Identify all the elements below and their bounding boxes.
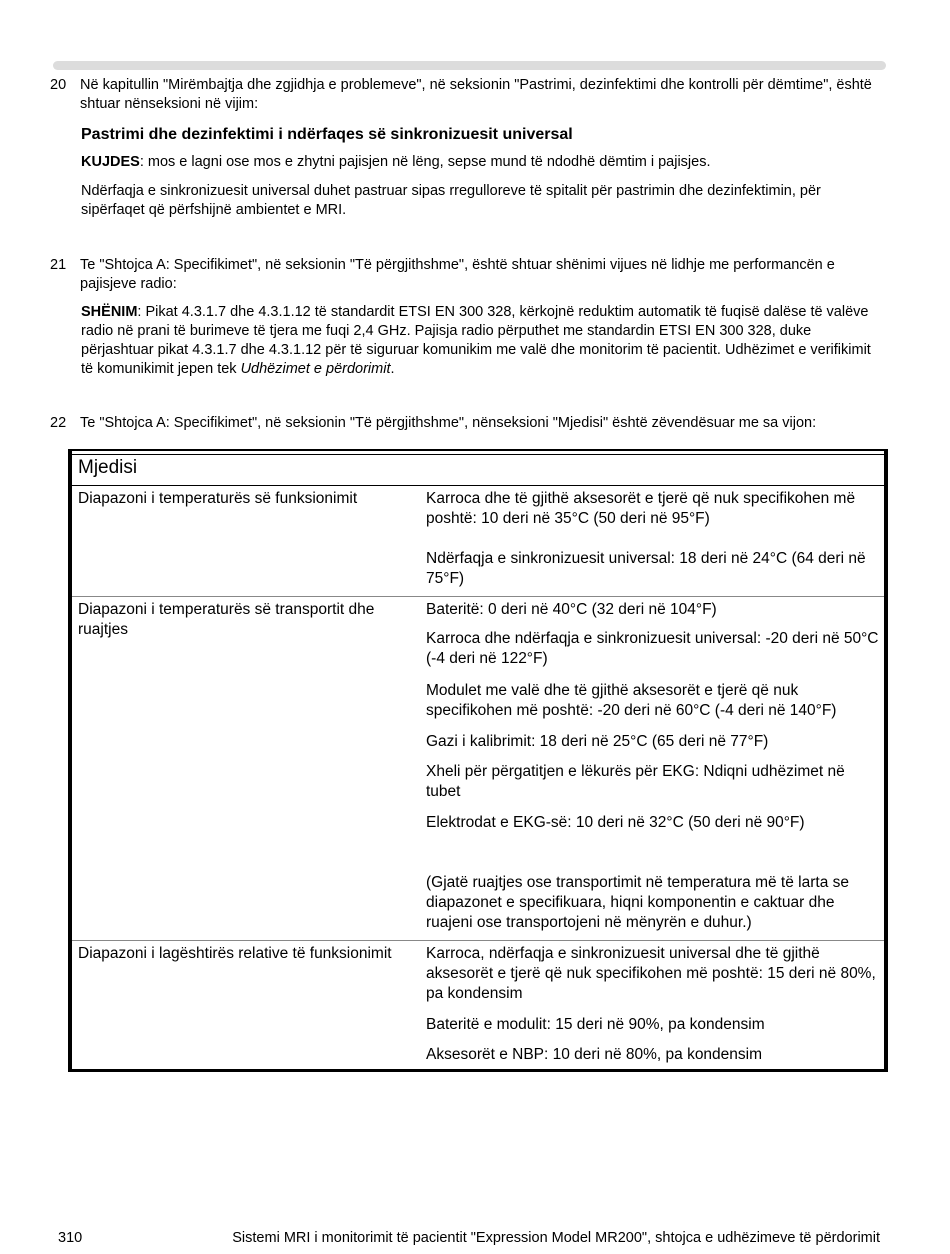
row-value: Gazi i kalibrimit: 18 deri në 25°C (65 deri në 77°F): [426, 733, 769, 750]
table-divider: [72, 596, 884, 597]
row-label-storage-temperature: Diapazoni i temperaturës së transportit dhe ruajtjes: [78, 601, 375, 638]
row-label-relative-humidity: Diapazoni i lagështirës relative të funksionimit: [78, 945, 392, 962]
note-end: .: [390, 361, 395, 377]
note-text: : Pikat 4.3.1.7 dhe 4.3.1.12 të standardit ETSI EN 300 328, kërkojnë reduktim automatik të fuqisë dalëse të valëve radio në prani të burimeve të tjera me fuqi 2,4 GHz. Pajisja radio përputhet me standardin ETSI EN 300 328, duke përjashtuar pikat 4.3.1.7 dhe 4.3.1.12 për të siguruar komunikim me valë dhe monitorim të pacientit. Udhëzimet e verifikimit të komunikimit jepen tek: [81, 304, 871, 377]
note-label: SHËNIM: [81, 304, 138, 320]
caution-label: KUJDES: [81, 154, 140, 170]
caution-text: : mos e lagni ose mos e zhytni pajisjen në lëng, sepse mund të ndodhë dëmtim i pajisjes.: [139, 154, 711, 170]
row-value: Karroca dhe të gjithë aksesorët e tjerë që nuk specifikohen më poshtë: 10 deri në 35°C (50 deri në 95°F): [426, 490, 856, 527]
item-number: 20: [50, 77, 67, 93]
item-text: Te "Shtojca A: Specifikimet", në seksionin "Të përgjithshme", është shtuar shënimi vijues në lidhje me performancën e pajisjeve radio:: [80, 257, 835, 292]
header-rule: [53, 61, 886, 70]
table-divider: [72, 485, 884, 486]
table-title: Mjedisi: [78, 457, 138, 478]
row-value: Xheli për përgatitjen e lëkurës për EKG: Ndiqni udhëzimet në tubet: [426, 763, 845, 800]
row-value: Bateritë e modulit: 15 deri në 90%, pa kondensim: [426, 1016, 765, 1033]
paragraph: Ndërfaqja e sinkronizuesit universal duhet pastruar sipas rregulloreve të spitalit për pastrimin dhe dezinfektimin, për sipërfaqet që përfshijnë ambientet e MRI.: [81, 183, 821, 218]
row-value: Bateritë: 0 deri në 40°C (32 deri në 104°F): [426, 601, 717, 618]
note-italic: Udhëzimet e përdorimit: [240, 361, 391, 377]
environment-table: [68, 449, 888, 1072]
row-label-operating-temperature: Diapazoni i temperaturës së funksionimit: [78, 490, 358, 507]
item-text: Te "Shtojca A: Specifikimet", në seksionin "Të përgjithshme", nënseksioni "Mjedisi" është zëvendësuar me sa vijon:: [80, 415, 817, 431]
table-top-rule: [72, 454, 884, 455]
section-subheading: Pastrimi dhe dezinfektimi i ndërfaqes së sinkronizuesit universal: [81, 126, 573, 143]
row-value: (Gjatë ruajtjes ose transportimit në temperatura më të larta se diapazonet e specifikuara, hiqni komponentin e caktuar dhe ruajeni ose transportojeni në mënyrën e duhur.): [426, 874, 849, 931]
item-number: 21: [50, 257, 67, 273]
footer-title: Sistemi MRI i monitorimit të pacientit "Expression Model MR200", shtojca e udhëzimeve të përdorimit: [232, 1230, 880, 1246]
row-value: Aksesorët e NBP: 10 deri në 80%, pa kondensim: [426, 1046, 763, 1063]
table-divider: [72, 940, 884, 941]
row-value: Ndërfaqja e sinkronizuesit universal: 18 deri në 24°C (64 deri në 75°F): [426, 550, 866, 587]
row-value: Karroca, ndërfaqja e sinkronizuesit universal dhe të gjithë aksesorët e tjerë që nuk specifikohen më poshtë: 15 deri në 80%, pa kondensim: [426, 945, 876, 1002]
page-number: 310: [58, 1230, 83, 1246]
caution-note: [81, 153, 886, 172]
item-text: Në kapitullin "Mirëmbajtja dhe zgjidhja e problemeve", në seksionin "Pastrimi, dezinfektimi dhe kontrolli për dëmtime", është shtuar nënseksioni në vijim:: [80, 77, 872, 112]
row-value: Karroca dhe ndërfaqja e sinkronizuesit universal: -20 deri në 50°C (-4 deri në 122°F): [426, 630, 879, 667]
row-value: Elektrodat e EKG-së: 10 deri në 32°C (50 deri në 90°F): [426, 814, 805, 831]
item-number: 22: [50, 415, 67, 431]
row-value: Modulet me valë dhe të gjithë aksesorët e tjerë që nuk specifikohen më poshtë: -20 deri në 60°C (-4 deri në 140°F): [426, 682, 837, 719]
radio-note: [81, 303, 886, 379]
